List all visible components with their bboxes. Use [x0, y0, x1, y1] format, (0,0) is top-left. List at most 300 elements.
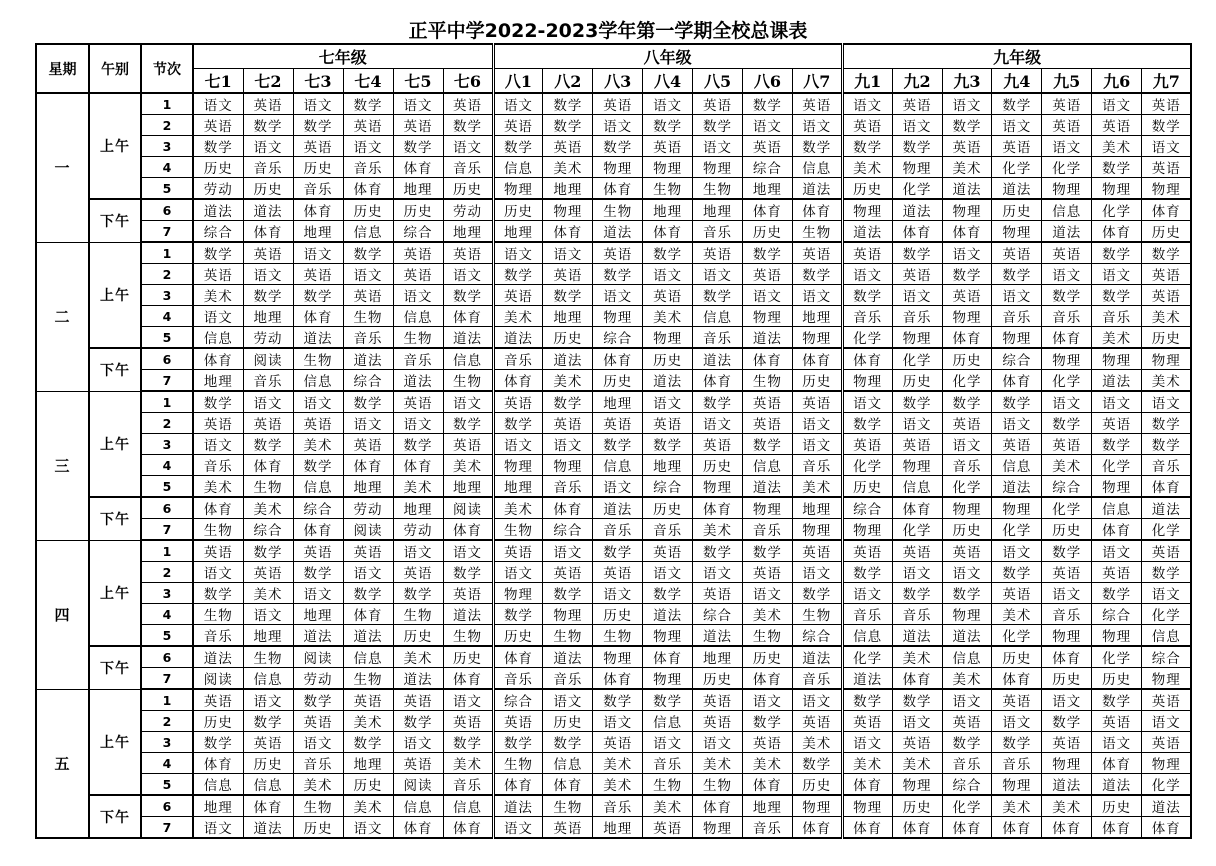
subject-cell: 体育 [742, 774, 792, 796]
subject-cell: 英语 [1042, 434, 1092, 455]
subject-cell: 物理 [1142, 178, 1192, 200]
table-row [36, 178, 1191, 200]
subject-cell: 英语 [443, 434, 493, 455]
subject-cell: 地理 [593, 817, 643, 839]
subject-cell: 历史 [343, 774, 393, 796]
subject-cell: 语文 [393, 413, 443, 434]
subject-cell: 数学 [1142, 562, 1192, 583]
subject-cell: 信息 [443, 795, 493, 817]
subject-cell: 体育 [643, 221, 693, 243]
subject-cell: 历史 [393, 625, 443, 647]
subject-cell: 信息 [243, 668, 293, 690]
subject-cell: 语文 [543, 540, 593, 562]
subject-cell: 语文 [343, 264, 393, 285]
subject-cell: 体育 [842, 817, 892, 839]
subject-cell: 数学 [842, 562, 892, 583]
subject-cell: 语文 [443, 264, 493, 285]
subject-cell: 体育 [393, 817, 443, 839]
subject-cell: 阅读 [243, 348, 293, 370]
period-number: 7 [141, 370, 193, 392]
subject-cell: 数学 [493, 136, 543, 157]
subject-cell: 音乐 [593, 519, 643, 541]
subject-cell: 历史 [443, 178, 493, 200]
subject-cell: 道法 [493, 795, 543, 817]
subject-cell: 体育 [1092, 519, 1142, 541]
subject-cell: 生物 [243, 646, 293, 668]
subject-cell: 历史 [742, 646, 792, 668]
subject-cell: 阅读 [443, 497, 493, 519]
subject-cell: 美术 [1092, 327, 1142, 349]
subject-cell: 历史 [493, 199, 543, 221]
subject-cell: 数学 [693, 540, 743, 562]
subject-cell: 地理 [343, 753, 393, 774]
subject-cell: 数学 [593, 540, 643, 562]
table-row [36, 817, 1191, 839]
day-label: 五 [36, 689, 89, 838]
subject-cell: 物理 [1042, 625, 1092, 647]
subject-cell: 综合 [693, 604, 743, 625]
subject-cell: 信息 [643, 711, 693, 732]
page-title: 正平中学2022-2023学年第一学期全校总课表 [408, 20, 808, 42]
subject-cell: 物理 [693, 817, 743, 839]
subject-cell: 物理 [792, 519, 842, 541]
subject-cell: 音乐 [792, 455, 842, 476]
subject-cell: 历史 [293, 157, 343, 178]
subject-cell: 英语 [1042, 115, 1092, 136]
period-number: 7 [141, 817, 193, 839]
subject-cell: 化学 [1042, 370, 1092, 392]
table-row [36, 306, 1191, 327]
subject-cell: 体育 [543, 774, 593, 796]
subject-cell: 物理 [493, 583, 543, 604]
period-number: 7 [141, 668, 193, 690]
subject-cell: 数学 [742, 434, 792, 455]
timetable [35, 43, 1192, 839]
subject-cell: 美术 [393, 476, 443, 498]
subject-cell: 语文 [693, 413, 743, 434]
subject-cell: 体育 [593, 178, 643, 200]
subject-cell: 美术 [493, 306, 543, 327]
subject-cell: 英语 [942, 285, 992, 306]
subject-cell: 美术 [1042, 455, 1092, 476]
table-row [36, 199, 1191, 221]
subject-cell: 数学 [1142, 434, 1192, 455]
subject-cell: 英语 [1042, 242, 1092, 264]
subject-cell: 物理 [892, 157, 942, 178]
period-number: 6 [141, 795, 193, 817]
table-row [36, 562, 1191, 583]
subject-cell: 数学 [942, 583, 992, 604]
grade-header: 七年级 [193, 44, 493, 69]
subject-cell: 英语 [693, 711, 743, 732]
subject-cell: 体育 [742, 668, 792, 690]
subject-cell: 物理 [942, 199, 992, 221]
subject-cell: 语文 [243, 689, 293, 711]
table-row [36, 115, 1191, 136]
subject-cell: 地理 [343, 476, 393, 498]
subject-cell: 英语 [942, 136, 992, 157]
subject-cell: 数学 [992, 732, 1042, 753]
subject-cell: 体育 [942, 221, 992, 243]
subject-cell: 音乐 [293, 178, 343, 200]
table-row [36, 242, 1191, 264]
subject-cell: 综合 [992, 348, 1042, 370]
subject-cell: 数学 [742, 242, 792, 264]
subject-cell: 生物 [293, 795, 343, 817]
subject-cell: 英语 [1142, 264, 1192, 285]
subject-cell: 英语 [393, 391, 443, 413]
subject-cell: 体育 [842, 774, 892, 796]
subject-cell: 英语 [693, 689, 743, 711]
subject-cell: 语文 [1042, 391, 1092, 413]
period-number: 6 [141, 646, 193, 668]
subject-cell: 体育 [243, 221, 293, 243]
table-row [36, 348, 1191, 370]
period-number: 2 [141, 413, 193, 434]
subject-cell: 体育 [942, 327, 992, 349]
period-number: 1 [141, 391, 193, 413]
subject-cell: 数学 [992, 93, 1042, 115]
subject-cell: 语文 [942, 242, 992, 264]
subject-cell: 化学 [1142, 774, 1192, 796]
subject-cell: 数学 [942, 732, 992, 753]
subject-cell: 历史 [443, 646, 493, 668]
subject-cell: 英语 [193, 264, 243, 285]
subject-cell: 体育 [593, 668, 643, 690]
subject-cell: 体育 [892, 668, 942, 690]
subject-cell: 英语 [193, 413, 243, 434]
subject-cell: 语文 [393, 540, 443, 562]
subject-cell: 物理 [842, 370, 892, 392]
subject-cell: 地理 [443, 476, 493, 498]
subject-cell: 道法 [942, 178, 992, 200]
subject-cell: 数学 [792, 753, 842, 774]
subject-cell: 音乐 [343, 327, 393, 349]
subject-cell: 数学 [1092, 242, 1142, 264]
subject-cell: 英语 [293, 136, 343, 157]
subject-cell: 数学 [393, 583, 443, 604]
subject-cell: 历史 [1142, 327, 1192, 349]
subject-cell: 美术 [742, 604, 792, 625]
subject-cell: 英语 [892, 93, 942, 115]
subject-cell: 语文 [493, 93, 543, 115]
subject-cell: 数学 [343, 391, 393, 413]
subject-cell: 英语 [243, 413, 293, 434]
period-number: 6 [141, 348, 193, 370]
subject-cell: 信息 [343, 221, 393, 243]
subject-cell: 化学 [892, 519, 942, 541]
table-row [36, 285, 1191, 306]
subject-cell: 英语 [892, 264, 942, 285]
subject-cell: 语文 [343, 817, 393, 839]
subject-cell: 体育 [792, 817, 842, 839]
period-number: 2 [141, 115, 193, 136]
subject-cell: 语文 [243, 391, 293, 413]
subject-cell: 语文 [892, 711, 942, 732]
subject-cell: 语文 [992, 285, 1042, 306]
subject-cell: 数学 [693, 285, 743, 306]
subject-cell: 道法 [892, 625, 942, 647]
subject-cell: 生物 [193, 604, 243, 625]
subject-cell: 物理 [992, 497, 1042, 519]
subject-cell: 语文 [543, 689, 593, 711]
subject-cell: 道法 [343, 625, 393, 647]
subject-cell: 物理 [792, 795, 842, 817]
subject-cell: 英语 [643, 817, 693, 839]
subject-cell: 语文 [693, 264, 743, 285]
subject-cell: 英语 [1092, 115, 1142, 136]
subject-cell: 道法 [842, 221, 892, 243]
subject-cell: 化学 [1092, 455, 1142, 476]
subject-cell: 美术 [892, 646, 942, 668]
subject-cell: 英语 [842, 540, 892, 562]
subject-cell: 历史 [1092, 795, 1142, 817]
subject-cell: 数学 [193, 391, 243, 413]
class-header: 九2 [892, 69, 942, 94]
subject-cell: 语文 [942, 434, 992, 455]
subject-cell: 物理 [892, 455, 942, 476]
subject-cell: 阅读 [193, 668, 243, 690]
session-morning: 上午 [89, 391, 141, 497]
subject-cell: 英语 [742, 732, 792, 753]
subject-cell: 阅读 [293, 646, 343, 668]
subject-cell: 化学 [942, 476, 992, 498]
subject-cell: 语文 [1092, 93, 1142, 115]
table-row [36, 370, 1191, 392]
subject-cell: 英语 [443, 242, 493, 264]
subject-cell: 道法 [1092, 774, 1142, 796]
subject-cell: 英语 [493, 115, 543, 136]
subject-cell: 语文 [593, 711, 643, 732]
subject-cell: 历史 [543, 327, 593, 349]
subject-cell: 英语 [992, 242, 1042, 264]
subject-cell: 综合 [742, 157, 792, 178]
subject-cell: 体育 [693, 370, 743, 392]
subject-cell: 英语 [293, 711, 343, 732]
session-morning: 上午 [89, 93, 141, 199]
subject-cell: 数学 [543, 732, 593, 753]
session-afternoon: 下午 [89, 348, 141, 391]
subject-cell: 地理 [193, 370, 243, 392]
subject-cell: 数学 [543, 285, 593, 306]
subject-cell: 道法 [792, 178, 842, 200]
subject-cell: 音乐 [643, 519, 693, 541]
period-number: 5 [141, 476, 193, 498]
subject-cell: 体育 [543, 497, 593, 519]
subject-cell: 英语 [593, 732, 643, 753]
subject-cell: 语文 [992, 413, 1042, 434]
subject-cell: 生物 [293, 348, 343, 370]
subject-cell: 数学 [443, 115, 493, 136]
subject-cell: 数学 [343, 583, 393, 604]
subject-cell: 英语 [792, 540, 842, 562]
subject-cell: 语文 [243, 264, 293, 285]
subject-cell: 英语 [742, 136, 792, 157]
subject-cell: 语文 [643, 391, 693, 413]
subject-cell: 数学 [593, 264, 643, 285]
subject-cell: 美术 [942, 157, 992, 178]
table-row [36, 157, 1191, 178]
subject-cell: 体育 [493, 774, 543, 796]
subject-cell: 数学 [643, 583, 693, 604]
subject-cell: 信息 [393, 306, 443, 327]
subject-cell: 物理 [1042, 348, 1092, 370]
subject-cell: 英语 [343, 115, 393, 136]
subject-cell: 语文 [293, 391, 343, 413]
subject-cell: 数学 [293, 455, 343, 476]
subject-cell: 数学 [393, 434, 443, 455]
subject-cell: 音乐 [1142, 455, 1192, 476]
subject-cell: 生物 [343, 668, 393, 690]
subject-cell: 地理 [742, 178, 792, 200]
subject-cell: 语文 [643, 93, 693, 115]
subject-cell: 英语 [792, 93, 842, 115]
table-row [36, 519, 1191, 541]
subject-cell: 英语 [593, 562, 643, 583]
subject-cell: 语文 [1042, 583, 1092, 604]
subject-cell: 美术 [1092, 136, 1142, 157]
subject-cell: 数学 [443, 285, 493, 306]
session-afternoon: 下午 [89, 497, 141, 540]
subject-cell: 劳动 [293, 668, 343, 690]
subject-cell: 劳动 [393, 519, 443, 541]
period-number: 4 [141, 157, 193, 178]
subject-cell: 音乐 [193, 625, 243, 647]
subject-cell: 道法 [742, 327, 792, 349]
subject-cell: 英语 [543, 562, 593, 583]
subject-cell: 美术 [293, 774, 343, 796]
subject-cell: 生物 [742, 625, 792, 647]
period-number: 5 [141, 625, 193, 647]
period-number: 2 [141, 711, 193, 732]
subject-cell: 历史 [942, 348, 992, 370]
subject-cell: 英语 [1142, 732, 1192, 753]
subject-cell: 英语 [643, 285, 693, 306]
subject-cell: 地理 [543, 178, 593, 200]
subject-cell: 数学 [892, 689, 942, 711]
subject-cell: 数学 [992, 391, 1042, 413]
subject-cell: 美术 [443, 753, 493, 774]
subject-cell: 音乐 [243, 157, 293, 178]
subject-cell: 数学 [493, 604, 543, 625]
subject-cell: 生物 [792, 221, 842, 243]
subject-cell: 生物 [593, 625, 643, 647]
class-header: 八2 [543, 69, 593, 94]
subject-cell: 物理 [1092, 476, 1142, 498]
subject-cell: 语文 [742, 583, 792, 604]
subject-cell: 美术 [742, 753, 792, 774]
subject-cell: 信息 [892, 476, 942, 498]
subject-cell: 道法 [742, 476, 792, 498]
subject-cell: 英语 [992, 434, 1042, 455]
subject-cell: 物理 [693, 476, 743, 498]
subject-cell: 数学 [1042, 540, 1092, 562]
subject-cell: 语文 [193, 817, 243, 839]
subject-cell: 体育 [742, 348, 792, 370]
subject-cell: 数学 [792, 136, 842, 157]
subject-cell: 英语 [892, 732, 942, 753]
subject-cell: 道法 [1042, 774, 1092, 796]
subject-cell: 体育 [992, 370, 1042, 392]
subject-cell: 美术 [543, 157, 593, 178]
day-label: 二 [36, 242, 89, 391]
subject-cell: 数学 [643, 242, 693, 264]
subject-cell: 英语 [942, 413, 992, 434]
subject-cell: 历史 [942, 519, 992, 541]
subject-cell: 语文 [443, 136, 493, 157]
subject-cell: 物理 [543, 604, 593, 625]
subject-cell: 语文 [243, 604, 293, 625]
class-header: 八6 [742, 69, 792, 94]
subject-cell: 道法 [693, 625, 743, 647]
subject-cell: 语文 [892, 115, 942, 136]
subject-cell: 英语 [1142, 93, 1192, 115]
table-row [36, 625, 1191, 647]
subject-cell: 信息 [343, 646, 393, 668]
subject-cell: 综合 [1142, 646, 1192, 668]
period-number: 2 [141, 562, 193, 583]
subject-cell: 化学 [1042, 497, 1092, 519]
subject-cell: 数学 [593, 434, 643, 455]
subject-cell: 数学 [1092, 434, 1142, 455]
subject-cell: 语文 [1092, 732, 1142, 753]
subject-cell: 数学 [643, 434, 693, 455]
subject-cell: 语文 [992, 711, 1042, 732]
subject-cell: 体育 [343, 178, 393, 200]
subject-cell: 英语 [942, 540, 992, 562]
subject-cell: 生物 [792, 604, 842, 625]
subject-cell: 地理 [493, 221, 543, 243]
subject-cell: 信息 [792, 157, 842, 178]
subject-cell: 地理 [792, 306, 842, 327]
subject-cell: 物理 [593, 306, 643, 327]
subject-cell: 物理 [643, 668, 693, 690]
subject-cell: 音乐 [892, 604, 942, 625]
subject-cell: 数学 [593, 136, 643, 157]
subject-cell: 数学 [792, 583, 842, 604]
subject-cell: 英语 [1142, 540, 1192, 562]
subject-cell: 综合 [293, 497, 343, 519]
subject-cell: 音乐 [543, 476, 593, 498]
subject-cell: 英语 [393, 562, 443, 583]
subject-cell: 语文 [643, 732, 693, 753]
subject-cell: 物理 [693, 157, 743, 178]
subject-cell: 美术 [842, 753, 892, 774]
subject-cell: 数学 [1142, 115, 1192, 136]
subject-cell: 体育 [792, 199, 842, 221]
subject-cell: 英语 [792, 711, 842, 732]
table-row [36, 221, 1191, 243]
subject-cell: 道法 [992, 476, 1042, 498]
subject-cell: 地理 [393, 497, 443, 519]
subject-cell: 道法 [1142, 795, 1192, 817]
subject-cell: 道法 [443, 327, 493, 349]
subject-cell: 美术 [543, 370, 593, 392]
subject-cell: 体育 [443, 306, 493, 327]
subject-cell: 物理 [1042, 753, 1092, 774]
subject-cell: 数学 [543, 391, 593, 413]
period-number: 3 [141, 434, 193, 455]
subject-cell: 地理 [293, 604, 343, 625]
subject-cell: 语文 [543, 242, 593, 264]
subject-cell: 英语 [992, 689, 1042, 711]
subject-cell: 化学 [842, 455, 892, 476]
period-number: 1 [141, 242, 193, 264]
subject-cell: 语文 [792, 562, 842, 583]
subject-cell: 语文 [742, 689, 792, 711]
class-header: 七2 [243, 69, 293, 94]
subject-cell: 体育 [293, 199, 343, 221]
